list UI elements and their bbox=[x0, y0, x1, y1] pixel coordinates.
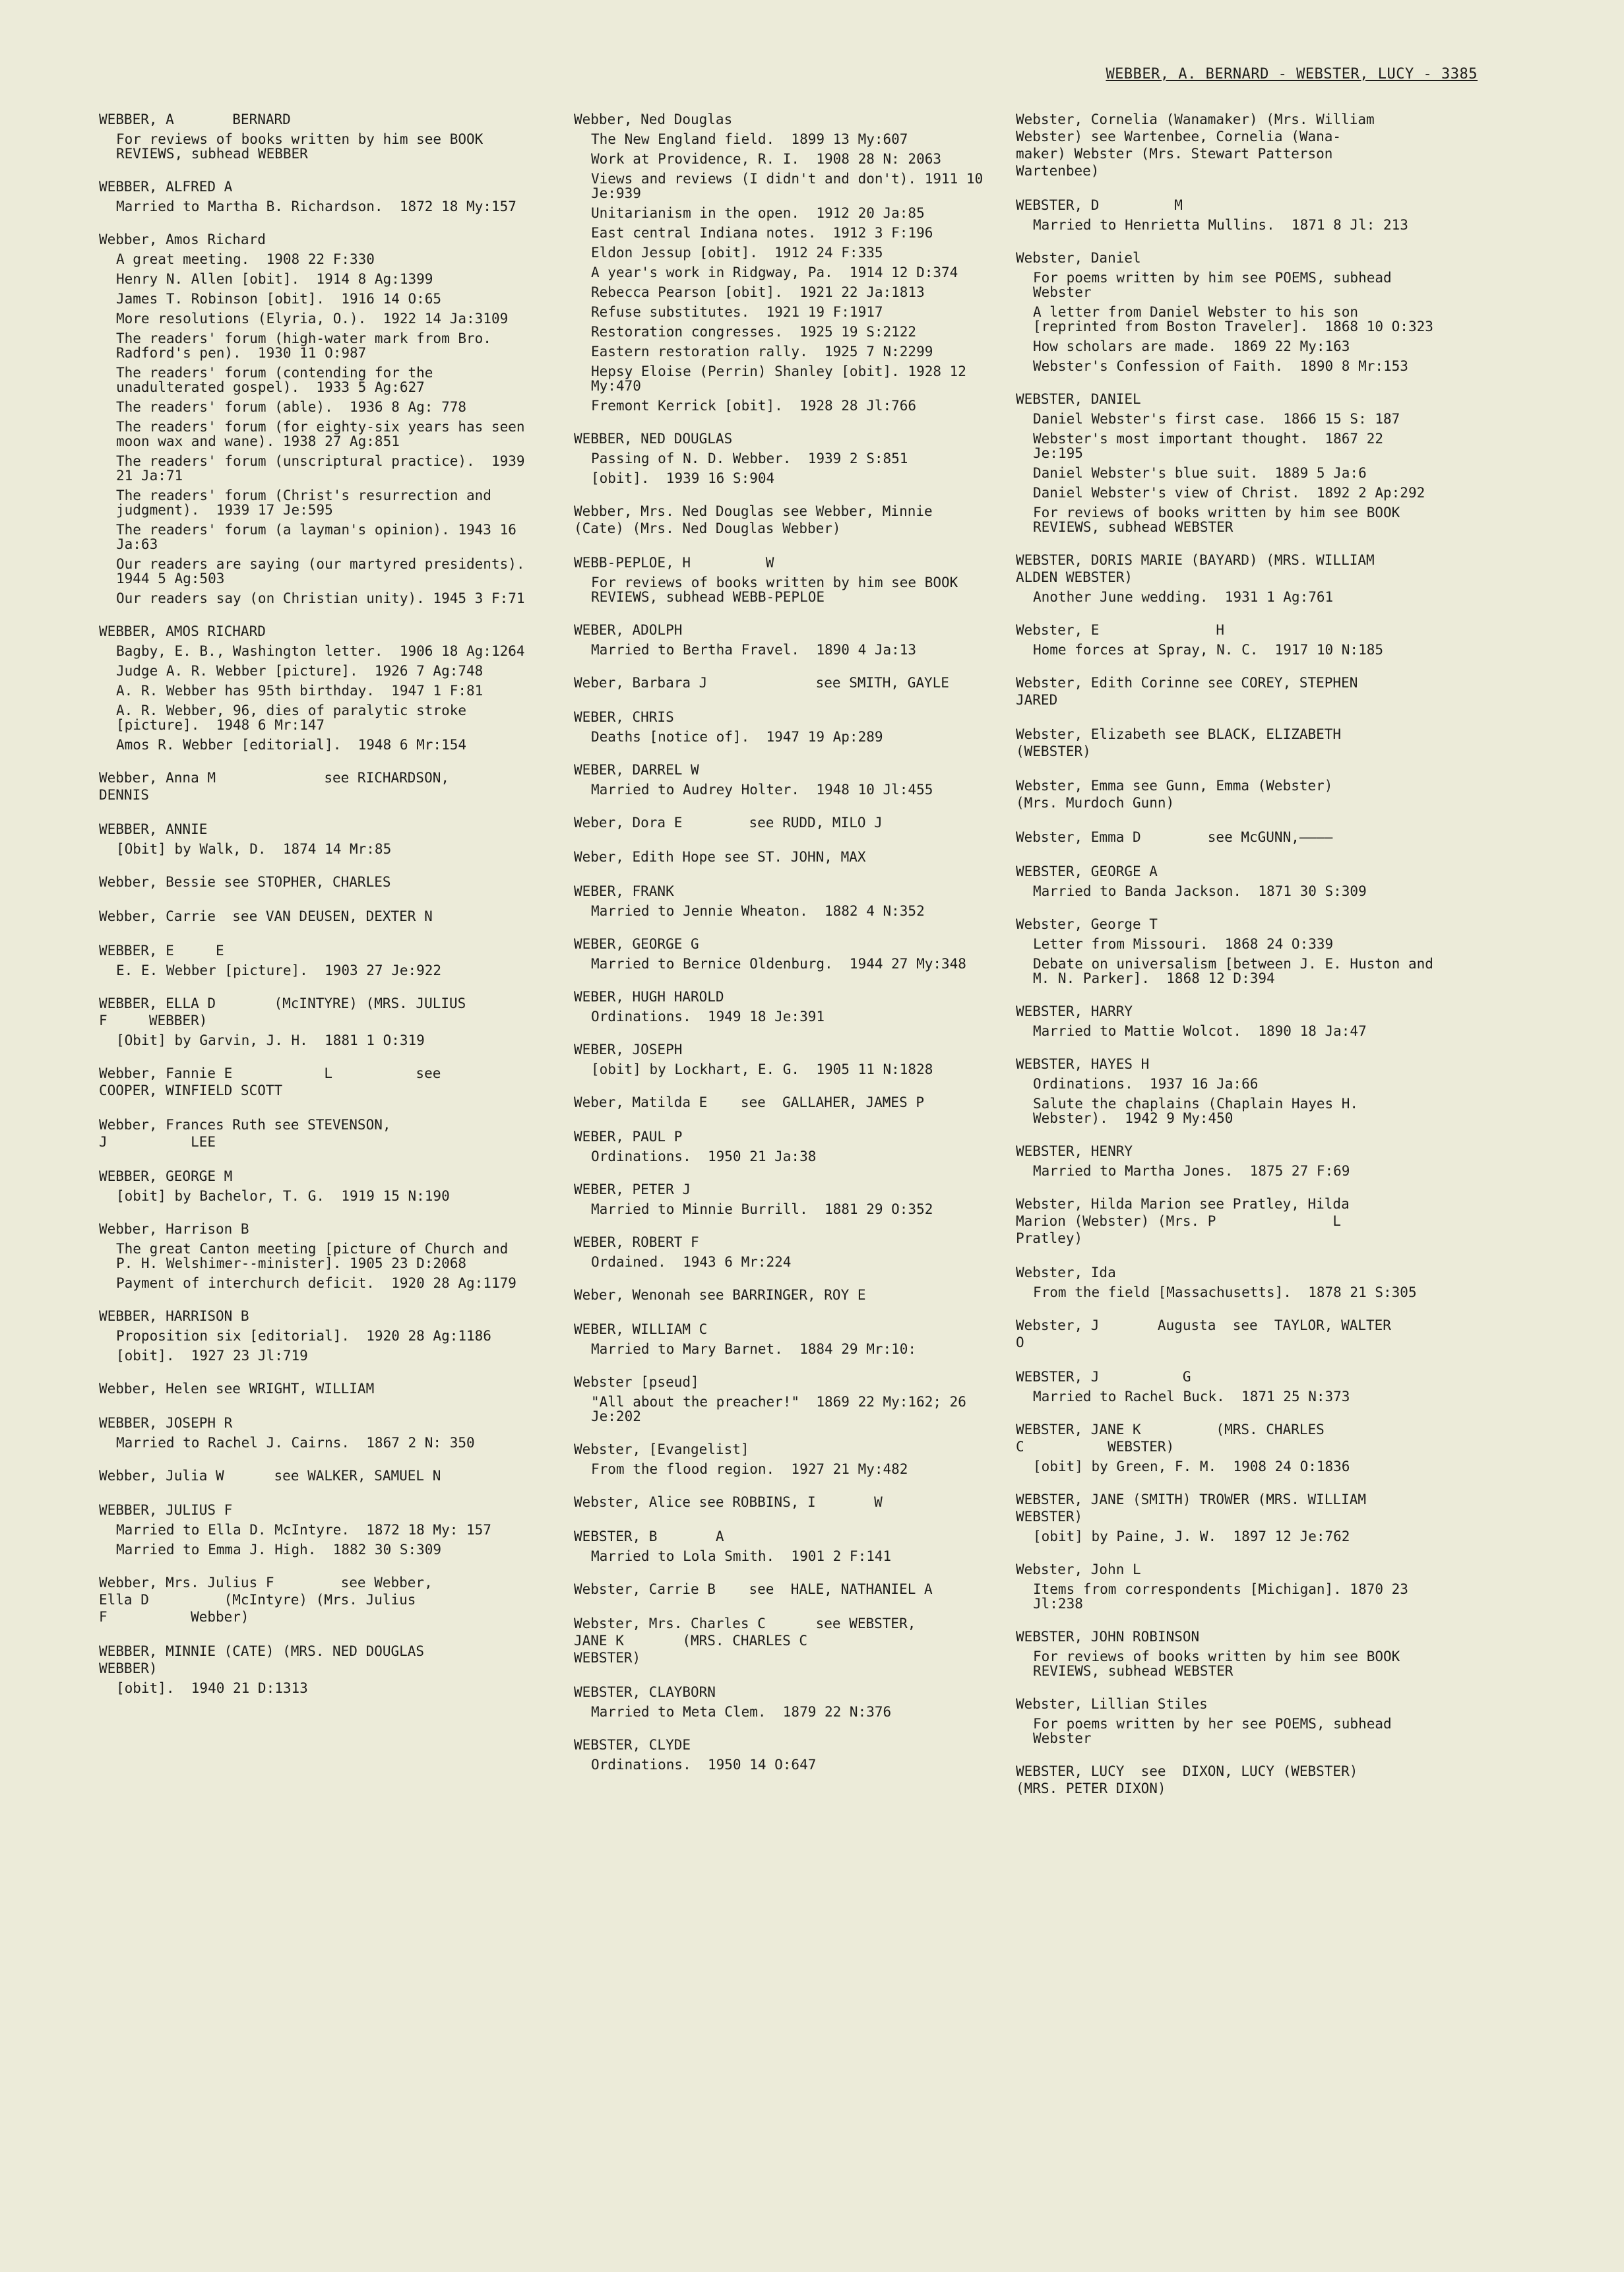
entry-heading: WEBSTER, JANE K (MRS. CHARLES C WEBSTER) bbox=[1016, 1422, 1325, 1455]
entry-citation: The readers' forum (for eighty-six years has seen moon wax and wane). 1938 27 Ag:851 bbox=[116, 419, 534, 449]
entry-citation: Debate on universalism [between J. E. Huston and M. N. Parker]. 1868 12 D:394 bbox=[1033, 956, 1442, 986]
entry-citation: Married to Martha Jones. 1875 27 F:69 bbox=[1033, 1163, 1350, 1179]
index-entry bbox=[99, 873, 528, 891]
index-entry bbox=[1016, 1264, 1438, 1300]
entry-citation: The New England field. 1899 13 My:607 bbox=[591, 131, 908, 147]
entry-heading: WEBER, CHRIS bbox=[574, 709, 674, 725]
index-entry bbox=[99, 821, 528, 856]
entry-citation: Married to Rachel J. Cairns. 1867 2 N: 350 bbox=[116, 1435, 475, 1451]
entry-heading: WEBER, WILLIAM C bbox=[574, 1321, 708, 1337]
index-entry bbox=[574, 1528, 996, 1563]
index-entry bbox=[1016, 863, 1438, 899]
index-entry bbox=[1016, 777, 1438, 811]
index-entry bbox=[99, 1380, 528, 1397]
entry-heading: WEBSTER, D M bbox=[1016, 197, 1183, 213]
entry-heading: WEBER, GEORGE G bbox=[574, 936, 699, 952]
index-column-1 bbox=[99, 111, 542, 1713]
entry-citation: Daniel Webster's view of Christ. 1892 2 Ap:292 bbox=[1033, 485, 1425, 501]
index-entry bbox=[574, 761, 996, 797]
entry-heading: Webster, Cornelia (Wanamaker) (Mrs. William Webster) see Wartenbee, Cornelia (Wana- maker) Webster (Mrs. Stewart Patterson Wartenbee) bbox=[1016, 111, 1375, 179]
index-entry bbox=[1016, 1003, 1438, 1038]
entry-heading: WEBER, JOSEPH bbox=[574, 1042, 683, 1057]
index-entry bbox=[1016, 197, 1438, 232]
entry-citation: Married to Martha B. Richardson. 1872 18 My:157 bbox=[116, 199, 516, 214]
entry-heading: WEBSTER, HAYES H bbox=[1016, 1056, 1150, 1072]
entry-citation: Married to Mary Barnet. 1884 29 Mr:10: bbox=[591, 1341, 917, 1357]
index-entry bbox=[574, 1094, 996, 1111]
entry-citation: For poems written by her see POEMS, subhead Webster bbox=[1033, 1716, 1400, 1746]
index-entry bbox=[574, 1373, 996, 1424]
entry-citation: Hepsy Eloise (Perrin) Shanley [obit]. 1928 12 My:470 bbox=[591, 363, 975, 394]
entry-heading: Webber, Julia W see WALKER, SAMUEL N bbox=[99, 1468, 441, 1484]
entry-heading: WEBER, DARREL W bbox=[574, 762, 699, 778]
entry-citation: Married to Meta Clem. 1879 22 N:376 bbox=[591, 1704, 892, 1720]
entry-heading: WEBSTER, LUCY see DIXON, LUCY (WEBSTER) (MRS. PETER DIXON) bbox=[1016, 1763, 1358, 1796]
entry-heading: Webster, Carrie B see HALE, NATHANIEL A bbox=[574, 1581, 933, 1597]
entry-citation: Another June wedding. 1931 1 Ag:761 bbox=[1033, 589, 1334, 605]
entry-heading: Webster, Ida bbox=[1016, 1265, 1116, 1280]
entry-heading: WEBSTER, HENRY bbox=[1016, 1143, 1133, 1159]
index-entry bbox=[574, 709, 996, 744]
entry-citation: [obit] by Lockhart, E. G. 1905 11 N:1828 bbox=[591, 1061, 933, 1077]
index-entry bbox=[99, 995, 528, 1048]
entry-citation: For reviews of books written by him see BOOK REVIEWS, subhead WEBSTER bbox=[1033, 1649, 1408, 1679]
entry-citation: Bagby, E. B., Washington letter. 1906 18 Ag:1264 bbox=[116, 643, 525, 659]
index-entry bbox=[574, 1128, 996, 1164]
index-entry bbox=[99, 1501, 528, 1557]
entry-heading: WEBBER, MINNIE (CATE) (MRS. NED DOUGLAS WEBBER) bbox=[99, 1643, 425, 1676]
entry-citation: Eastern restoration rally. 1925 7 N:2299 bbox=[591, 344, 933, 360]
entry-citation: "All about the preacher!" 1869 22 My:162; 26 Je:202 bbox=[591, 1394, 975, 1424]
entry-heading: WEBBER, HARRISON B bbox=[99, 1308, 249, 1324]
entry-citation: [obit]. 1939 16 S:904 bbox=[591, 470, 775, 486]
index-entry bbox=[574, 621, 996, 657]
entry-citation: [obit]. 1940 21 D:1313 bbox=[116, 1680, 308, 1696]
entry-citation: From the field [Massachusetts]. 1878 21 S:305 bbox=[1033, 1284, 1417, 1300]
entry-citation: A year's work in Ridgway, Pa. 1914 12 D:374 bbox=[591, 265, 958, 280]
entry-citation: Ordained. 1943 6 Mr:224 bbox=[591, 1254, 792, 1270]
index-entry bbox=[574, 1581, 996, 1598]
entry-citation: Views and reviews (I didn't and don't). 1911 10 Je:939 bbox=[591, 171, 991, 201]
index-entry bbox=[1016, 1695, 1438, 1746]
entry-heading: Webber, Carrie see VAN DEUSEN, DEXTER N bbox=[99, 908, 433, 924]
entry-citation: Married to Jennie Wheaton. 1882 4 N:352 bbox=[591, 903, 925, 919]
entry-citation: For reviews of books written by him see BOOK REVIEWS, subhead WEBBER bbox=[116, 131, 491, 162]
entry-heading: Webber, Bessie see STOPHER, CHARLES bbox=[99, 874, 391, 890]
entry-citation: Married to Audrey Holter. 1948 10 Jl:455 bbox=[591, 782, 933, 798]
entry-heading: Webster, Edith Corinne see COREY, STEPHEN JARED bbox=[1016, 675, 1358, 708]
entry-citation: Unitarianism in the open. 1912 20 Ja:85 bbox=[591, 205, 925, 221]
entry-citation: Eldon Jessup [obit]. 1912 24 F:335 bbox=[591, 245, 883, 261]
entry-citation: A. R. Webber, 96, dies of paralytic stroke [picture]. 1948 6 Mr:147 bbox=[116, 703, 475, 733]
index-entry bbox=[99, 1220, 528, 1290]
index-entry bbox=[1016, 829, 1438, 846]
index-column-2 bbox=[574, 111, 996, 1789]
entry-heading: Webber, Helen see WRIGHT, WILLIAM bbox=[99, 1381, 375, 1397]
entry-heading: WEBSTER, HARRY bbox=[1016, 1003, 1133, 1019]
entry-citation: Fremont Kerrick [obit]. 1928 28 Jl:766 bbox=[591, 398, 917, 414]
entry-citation: James T. Robinson [obit]. 1916 14 O:65 bbox=[116, 291, 442, 307]
index-entry bbox=[574, 554, 996, 604]
entry-citation: East central Indiana notes. 1912 3 F:196 bbox=[591, 225, 933, 241]
entry-heading: Webber, Amos Richard bbox=[99, 232, 266, 247]
entry-heading: WEBER, PAUL P bbox=[574, 1129, 683, 1145]
entry-citation: Deaths [notice of]. 1947 19 Ap:289 bbox=[591, 729, 883, 745]
entry-citation: Henry N. Allen [obit]. 1914 8 Ag:1399 bbox=[116, 271, 433, 287]
index-entry bbox=[1016, 916, 1442, 986]
entry-heading: WEBER, PETER J bbox=[574, 1182, 691, 1197]
entry-heading: Webber, Frances Ruth see STEVENSON, J LEE bbox=[99, 1117, 391, 1150]
entry-heading: Webster, Lillian Stiles bbox=[1016, 1696, 1208, 1712]
index-entry bbox=[99, 111, 528, 161]
entry-heading: WEBBER, GEORGE M bbox=[99, 1168, 233, 1184]
entry-heading: WEBSTER, JANE (SMITH) TROWER (MRS. WILLIAM WEBSTER) bbox=[1016, 1492, 1367, 1525]
index-entry bbox=[574, 1234, 996, 1269]
entry-citation: Home forces at Spray, N. C. 1917 10 N:185 bbox=[1033, 642, 1384, 658]
entry-heading: Webber, Mrs. Julius F see Webber, Ella D (McIntyre) (Mrs. Julius F Webber) bbox=[99, 1575, 433, 1625]
entry-heading: Webster, [Evangelist] bbox=[574, 1441, 749, 1457]
entry-heading: WEBSTER, J G bbox=[1016, 1369, 1191, 1385]
entry-heading: WEBBER, ELLA D (McINTYRE) (MRS. JULIUS F WEBBER) bbox=[99, 995, 466, 1028]
entry-citation: A great meeting. 1908 22 F:330 bbox=[116, 251, 375, 267]
entry-citation: Letter from Missouri. 1868 24 O:339 bbox=[1033, 936, 1334, 952]
entry-citation: Married to Emma J. High. 1882 30 S:309 bbox=[116, 1542, 442, 1558]
entry-citation: Married to Rachel Buck. 1871 25 N:373 bbox=[1033, 1389, 1350, 1404]
entry-heading: Webster, Elizabeth see BLACK, ELIZABETH (WEBSTER) bbox=[1016, 726, 1342, 759]
entry-heading: Webster, Hilda Marion see Pratley, Hilda Marion (Webster) (Mrs. P L Pratley) bbox=[1016, 1196, 1350, 1246]
index-entry bbox=[99, 908, 528, 925]
entry-citation: [obit] by Bachelor, T. G. 1919 15 N:190 bbox=[116, 1188, 450, 1204]
entry-heading: WEBSTER, GEORGE A bbox=[1016, 864, 1158, 879]
entry-heading: Weber, Barbara J see SMITH, GAYLE bbox=[574, 675, 949, 691]
entry-heading: Webster, George T bbox=[1016, 916, 1158, 932]
entry-citation: Daniel Webster's blue suit. 1889 5 Ja:6 bbox=[1033, 465, 1367, 481]
entry-heading: WEBBER, E E bbox=[99, 943, 224, 959]
entry-citation: Judge A. R. Webber [picture]. 1926 7 Ag:748 bbox=[116, 663, 484, 679]
entry-heading: Webster, Emma see Gunn, Emma (Webster) (Mrs. Murdoch Gunn) bbox=[1016, 778, 1333, 811]
running-header: WEBBER, A. BERNARD - WEBSTER, LUCY - 3385 bbox=[1106, 66, 1478, 82]
entry-citation: The readers' forum (a layman's opinion). 1943 16 Ja:63 bbox=[116, 522, 525, 552]
entry-citation: The readers' forum (able). 1936 8 Ag: 778 bbox=[116, 399, 467, 415]
index-entry bbox=[1016, 1368, 1438, 1404]
index-entry bbox=[1016, 1195, 1438, 1247]
index-entry bbox=[1016, 391, 1438, 534]
entry-citation: The readers' forum (high-water mark from Bro. Radford's pen). 1930 11 O:987 bbox=[116, 331, 500, 361]
entry-heading: Weber, Edith Hope see ST. JOHN, MAX bbox=[574, 849, 866, 865]
entry-citation: Webster's Confession of Faith. 1890 8 Mr:153 bbox=[1033, 358, 1408, 374]
entry-heading: WEBSTER, CLAYBORN bbox=[574, 1684, 716, 1700]
index-entry bbox=[99, 769, 528, 804]
entry-heading: WEBER, ROBERT F bbox=[574, 1234, 699, 1250]
entry-citation: [obit] by Paine, J. W. 1897 12 Je:762 bbox=[1033, 1529, 1350, 1544]
entry-citation: More resolutions (Elyria, O.). 1922 14 Ja:3109 bbox=[116, 311, 509, 327]
entry-citation: Proposition six [editorial]. 1920 28 Ag:1186 bbox=[116, 1328, 491, 1344]
entry-heading: Webster [pseud] bbox=[574, 1374, 699, 1390]
index-entry bbox=[1016, 1056, 1438, 1125]
entry-citation: Married to Bertha Fravel. 1890 4 Ja:13 bbox=[591, 642, 917, 658]
entry-heading: Webber, Harrison B bbox=[99, 1221, 249, 1237]
entry-heading: Webster, John L bbox=[1016, 1562, 1141, 1577]
index-entry bbox=[574, 935, 996, 971]
entry-heading: WEBBER, JOSEPH R bbox=[99, 1415, 233, 1431]
index-entry bbox=[99, 1643, 528, 1695]
entry-citation: Our readers say (on Christian unity). 1945 3 F:71 bbox=[116, 590, 525, 606]
index-entry bbox=[574, 1286, 996, 1304]
entry-heading: Webster, E H bbox=[1016, 622, 1225, 638]
index-entry bbox=[1016, 1143, 1438, 1178]
entry-citation: Ordinations. 1937 16 Ja:66 bbox=[1033, 1076, 1259, 1092]
entry-citation: Married to Mattie Wolcot. 1890 18 Ja:47 bbox=[1033, 1023, 1367, 1039]
index-entry bbox=[99, 178, 528, 214]
entry-heading: WEBB-PEPLOE, H W bbox=[574, 555, 774, 571]
entry-citation: Payment of interchurch deficit. 1920 28 Ag:1179 bbox=[116, 1275, 516, 1291]
entry-heading: WEBSTER, CLYDE bbox=[574, 1737, 691, 1753]
index-entry bbox=[574, 1494, 996, 1511]
entry-heading: WEBER, FRANK bbox=[574, 883, 674, 899]
index-column-3 bbox=[1016, 111, 1442, 1814]
entry-citation: [obit]. 1927 23 Jl:719 bbox=[116, 1348, 308, 1364]
entry-citation: Salute the chaplains (Chaplain Hayes H. Webster). 1942 9 My:450 bbox=[1033, 1096, 1367, 1126]
entry-heading: Webster, Mrs. Charles C see WEBSTER, JANE K (MRS. CHARLES C WEBSTER) bbox=[574, 1616, 916, 1666]
index-entry bbox=[1016, 249, 1438, 373]
entry-heading: Webber, Fannie E L see COOPER, WINFIELD SCOTT bbox=[99, 1065, 441, 1098]
index-entry bbox=[574, 1615, 996, 1666]
entry-citation: Restoration congresses. 1925 19 S:2122 bbox=[591, 324, 917, 340]
entry-citation: The readers' forum (unscriptural practice). 1939 21 Ja:71 bbox=[116, 453, 534, 484]
entry-citation: E. E. Webber [picture]. 1903 27 Je:922 bbox=[116, 962, 442, 978]
index-entry bbox=[1016, 552, 1438, 604]
entry-heading: Webber, Ned Douglas bbox=[574, 111, 733, 127]
index-entry bbox=[1016, 621, 1438, 657]
entry-heading: WEBSTER, DANIEL bbox=[1016, 391, 1141, 407]
entry-citation: [Obit] by Walk, D. 1874 14 Mr:85 bbox=[116, 841, 392, 857]
entry-citation: Webster's most important thought. 1867 22 Je:195 bbox=[1033, 431, 1392, 461]
entry-heading: WEBER, ADOLPH bbox=[574, 622, 683, 638]
index-entry bbox=[574, 814, 996, 831]
index-entry bbox=[99, 1065, 528, 1099]
entry-citation: Our readers are saying (our martyred presidents). 1944 5 Ag:503 bbox=[116, 556, 542, 586]
entry-citation: Ordinations. 1950 21 Ja:38 bbox=[591, 1149, 817, 1164]
entry-citation: Work at Providence, R. I. 1908 28 N: 2063 bbox=[591, 151, 942, 167]
entry-heading: WEBSTER, JOHN ROBINSON bbox=[1016, 1629, 1200, 1645]
index-entry bbox=[99, 1574, 528, 1625]
index-entry bbox=[1016, 674, 1438, 709]
index-entry bbox=[99, 1308, 528, 1363]
index-entry bbox=[1016, 1491, 1438, 1544]
entry-citation: Daniel Webster's first case. 1866 15 S: 187 bbox=[1033, 411, 1400, 427]
entry-citation: For poems written by him see POEMS, subhead Webster bbox=[1033, 270, 1400, 300]
index-entry bbox=[574, 674, 996, 691]
entry-heading: Webster, Alice see ROBBINS, I W bbox=[574, 1494, 883, 1510]
entry-citation: The readers' forum (contending for the unadulterated gospel). 1933 5 Ag:627 bbox=[116, 365, 442, 395]
index-entry bbox=[1016, 1317, 1438, 1351]
entry-heading: Webster, Emma D see McGUNN,———— bbox=[1016, 829, 1333, 845]
index-entry bbox=[1016, 1561, 1438, 1611]
entry-citation: Married to Henrietta Mullins. 1871 8 Jl: 213 bbox=[1033, 217, 1408, 233]
index-entry bbox=[574, 1181, 996, 1216]
entry-citation: Ordinations. 1949 18 Je:391 bbox=[591, 1009, 825, 1025]
entry-heading: Weber, Wenonah see BARRINGER, ROY E bbox=[574, 1287, 866, 1303]
entry-citation: A letter from Daniel Webster to his son [reprinted from Boston Traveler]. 1868 10 O:323 bbox=[1033, 304, 1433, 334]
index-entry bbox=[574, 1441, 996, 1476]
entry-citation: Items from correspondents [Michigan]. 1870 23 Jl:238 bbox=[1033, 1581, 1417, 1612]
entry-citation: [obit] by Green, F. M. 1908 24 O:1836 bbox=[1033, 1459, 1350, 1474]
index-entry bbox=[574, 883, 996, 918]
entry-citation: Married to Banda Jackson. 1871 30 S:309 bbox=[1033, 883, 1367, 899]
index-entry bbox=[99, 1467, 528, 1484]
entry-heading: WEBBER, JULIUS F bbox=[99, 1502, 233, 1518]
index-entry bbox=[1016, 726, 1438, 760]
index-entry bbox=[99, 1414, 528, 1450]
entry-citation: For reviews of books written by him see BOOK REVIEWS, subhead WEBB-PEPLOE bbox=[591, 575, 966, 605]
index-entry bbox=[99, 1116, 528, 1151]
index-entry bbox=[574, 1684, 996, 1719]
entry-citation: Married to Lola Smith. 1901 2 F:141 bbox=[591, 1548, 892, 1564]
index-entry bbox=[574, 503, 996, 537]
entry-heading: WEBBER, ALFRED A bbox=[99, 179, 233, 195]
entry-citation: Refuse substitutes. 1921 19 F:1917 bbox=[591, 304, 883, 320]
entry-heading: WEBBER, NED DOUGLAS bbox=[574, 431, 733, 447]
index-entry bbox=[574, 1321, 996, 1356]
index-entry bbox=[574, 1041, 996, 1077]
entry-heading: Weber, Matilda E see GALLAHER, JAMES P bbox=[574, 1094, 925, 1110]
entry-citation: Amos R. Webber [editorial]. 1948 6 Mr:154 bbox=[116, 737, 467, 753]
entry-citation: The great Canton meeting [picture of Church and P. H. Welshimer--minister]. 1905 23 D:2068 bbox=[116, 1241, 516, 1271]
entry-heading: Weber, Dora E see RUDD, MILO J bbox=[574, 815, 883, 831]
entry-citation: A. R. Webber has 95th birthday. 1947 1 F:81 bbox=[116, 683, 484, 699]
entry-heading: Webber, Mrs. Ned Douglas see Webber, Minnie (Cate) (Mrs. Ned Douglas Webber) bbox=[574, 503, 933, 536]
entry-heading: WEBBER, A BERNARD bbox=[99, 111, 291, 127]
index-entry bbox=[1016, 1628, 1438, 1678]
entry-citation: [Obit] by Garvin, J. H. 1881 1 O:319 bbox=[116, 1032, 425, 1048]
entry-citation: From the flood region. 1927 21 My:482 bbox=[591, 1461, 908, 1477]
index-entry bbox=[574, 430, 996, 486]
index-entry bbox=[1016, 1421, 1438, 1474]
index-entry bbox=[99, 231, 542, 606]
entry-heading: WEBER, HUGH HAROLD bbox=[574, 989, 724, 1005]
index-entry bbox=[99, 1168, 528, 1203]
entry-heading: Webster, J Augusta see TAYLOR, WALTER O bbox=[1016, 1317, 1391, 1350]
entry-citation: The readers' forum (Christ's resurrection and judgment). 1939 17 Je:595 bbox=[116, 488, 500, 518]
index-entry bbox=[574, 111, 996, 413]
entry-heading: WEBSTER, B A bbox=[574, 1529, 724, 1544]
index-entry bbox=[99, 942, 528, 978]
entry-citation: For reviews of books written by him see BOOK REVIEWS, subhead WEBSTER bbox=[1033, 505, 1408, 535]
entry-heading: WEBBER, AMOS RICHARD bbox=[99, 623, 266, 639]
entry-citation: Ordinations. 1950 14 O:647 bbox=[591, 1757, 817, 1773]
entry-citation: Passing of N. D. Webber. 1939 2 S:851 bbox=[591, 451, 908, 466]
index-entry bbox=[99, 623, 528, 752]
entry-heading: WEBSTER, DORIS MARIE (BAYARD) (MRS. WILLIAM ALDEN WEBSTER) bbox=[1016, 552, 1375, 585]
entry-heading: Webber, Anna M see RICHARDSON, DENNIS bbox=[99, 770, 450, 803]
entry-citation: How scholars are made. 1869 22 My:163 bbox=[1033, 338, 1350, 354]
entry-citation: Married to Minnie Burrill. 1881 29 O:352 bbox=[591, 1201, 933, 1217]
entry-heading: Webster, Daniel bbox=[1016, 250, 1141, 266]
entry-citation: Married to Bernice Oldenburg. 1944 27 My:348 bbox=[591, 956, 966, 972]
entry-citation: Rebecca Pearson [obit]. 1921 22 Ja:1813 bbox=[591, 284, 925, 300]
index-entry bbox=[1016, 111, 1438, 179]
entry-heading: WEBBER, ANNIE bbox=[99, 821, 208, 837]
entry-citation: Married to Ella D. McIntyre. 1872 18 My: 157 bbox=[116, 1522, 491, 1538]
index-entry bbox=[574, 988, 996, 1024]
index-entry bbox=[574, 848, 996, 866]
index-entry bbox=[1016, 1763, 1438, 1797]
index-entry bbox=[574, 1736, 996, 1772]
